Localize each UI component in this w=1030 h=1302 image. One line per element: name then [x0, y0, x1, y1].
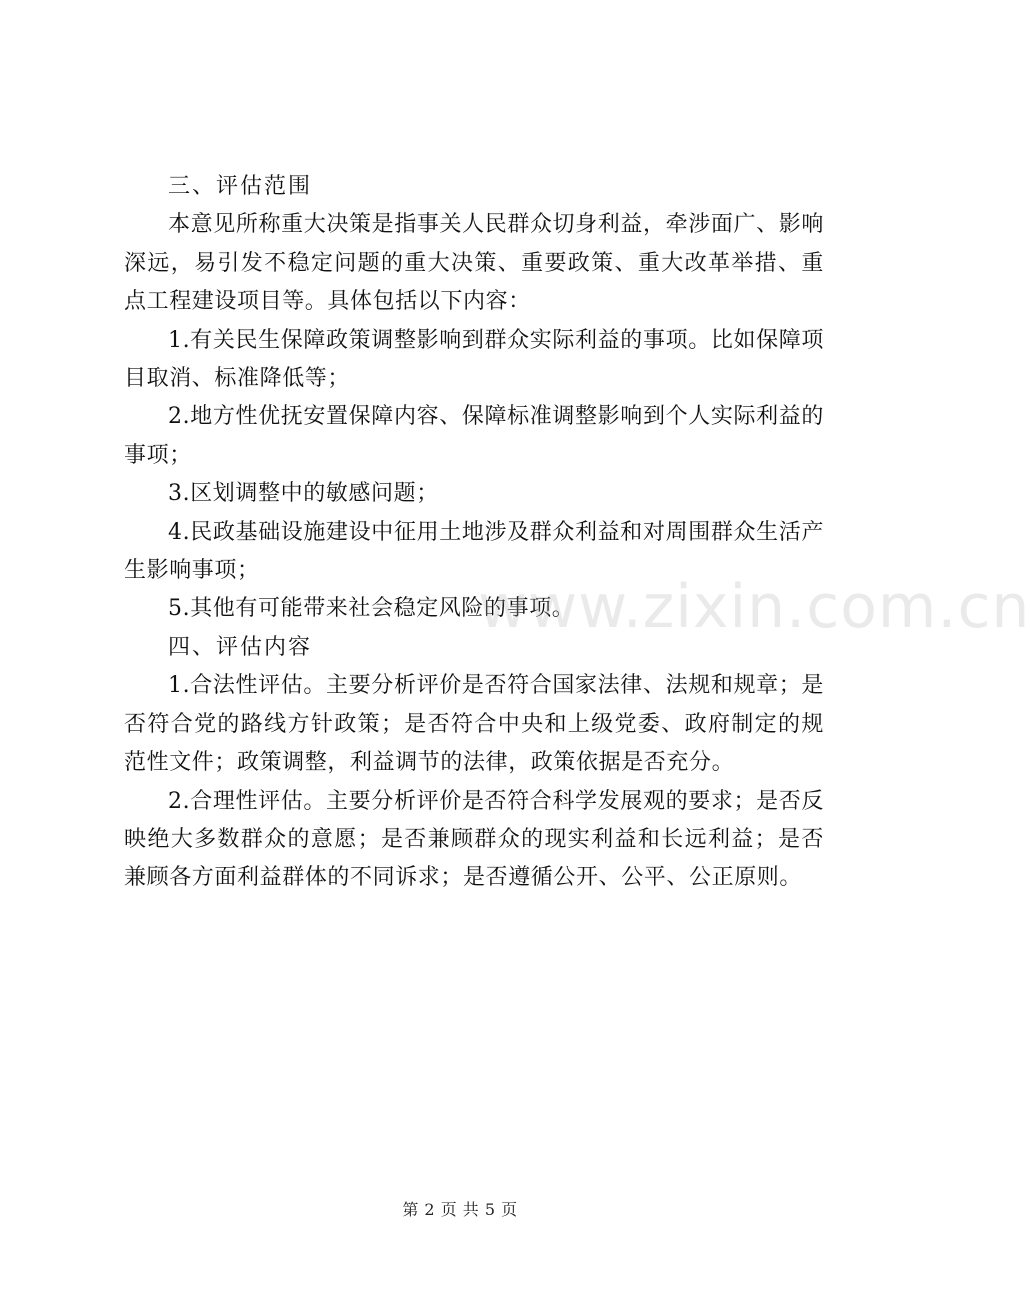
- list-item-4: 4.民政基础设施建设中征用土地涉及群众利益和对周围群众生活产生影响事项；: [124, 519, 824, 584]
- watermark: www.zixin.com.cn: [478, 572, 1030, 642]
- paragraph-legality: 1.合法性评估。主要分析评价是否符合国家法律、法规和规章；是否符合党的路线方针政策；是否符合中央和上级党委、政府制定的规范性文件；政策调整，利益调节的法律，政策依据是否充分。: [124, 673, 824, 776]
- list-item-5: 5.其他有可能带来社会稳定风险的事项。: [168, 596, 575, 622]
- section-heading-content: 四、评估内容: [168, 634, 313, 660]
- list-item-3: 3.区划调整中的敏感问题；: [168, 481, 439, 507]
- paragraph-rationality: 2.合理性评估。主要分析评价是否符合科学发展观的要求；是否反映绝大多数群众的意愿；是否兼顾群众的现实利益和长远利益；是否兼顾各方面利益群体的不同诉求；是否遵循公开、公平、公正原则。: [124, 788, 824, 891]
- paragraph-scope-definition: 本意见所称重大决策是指事关人民群众切身利益，牵涉面广、影响深远，易引发不稳定问题的重大决策、重要政策、重大改革举措、重点工程建设项目等。具体包括以下内容：: [124, 212, 824, 315]
- list-item-1: 1.有关民生保障政策调整影响到群众实际利益的事项。比如保障项目取消、标准降低等；: [124, 327, 824, 392]
- document-body: [124, 168, 824, 898]
- page-footer: 第 2 页 共 5 页: [402, 1200, 518, 1219]
- list-item-2: 2.地方性优抚安置保障内容、保障标准调整影响到个人实际利益的事项；: [124, 404, 824, 468]
- section-heading-scope: 三、评估范围: [168, 174, 313, 199]
